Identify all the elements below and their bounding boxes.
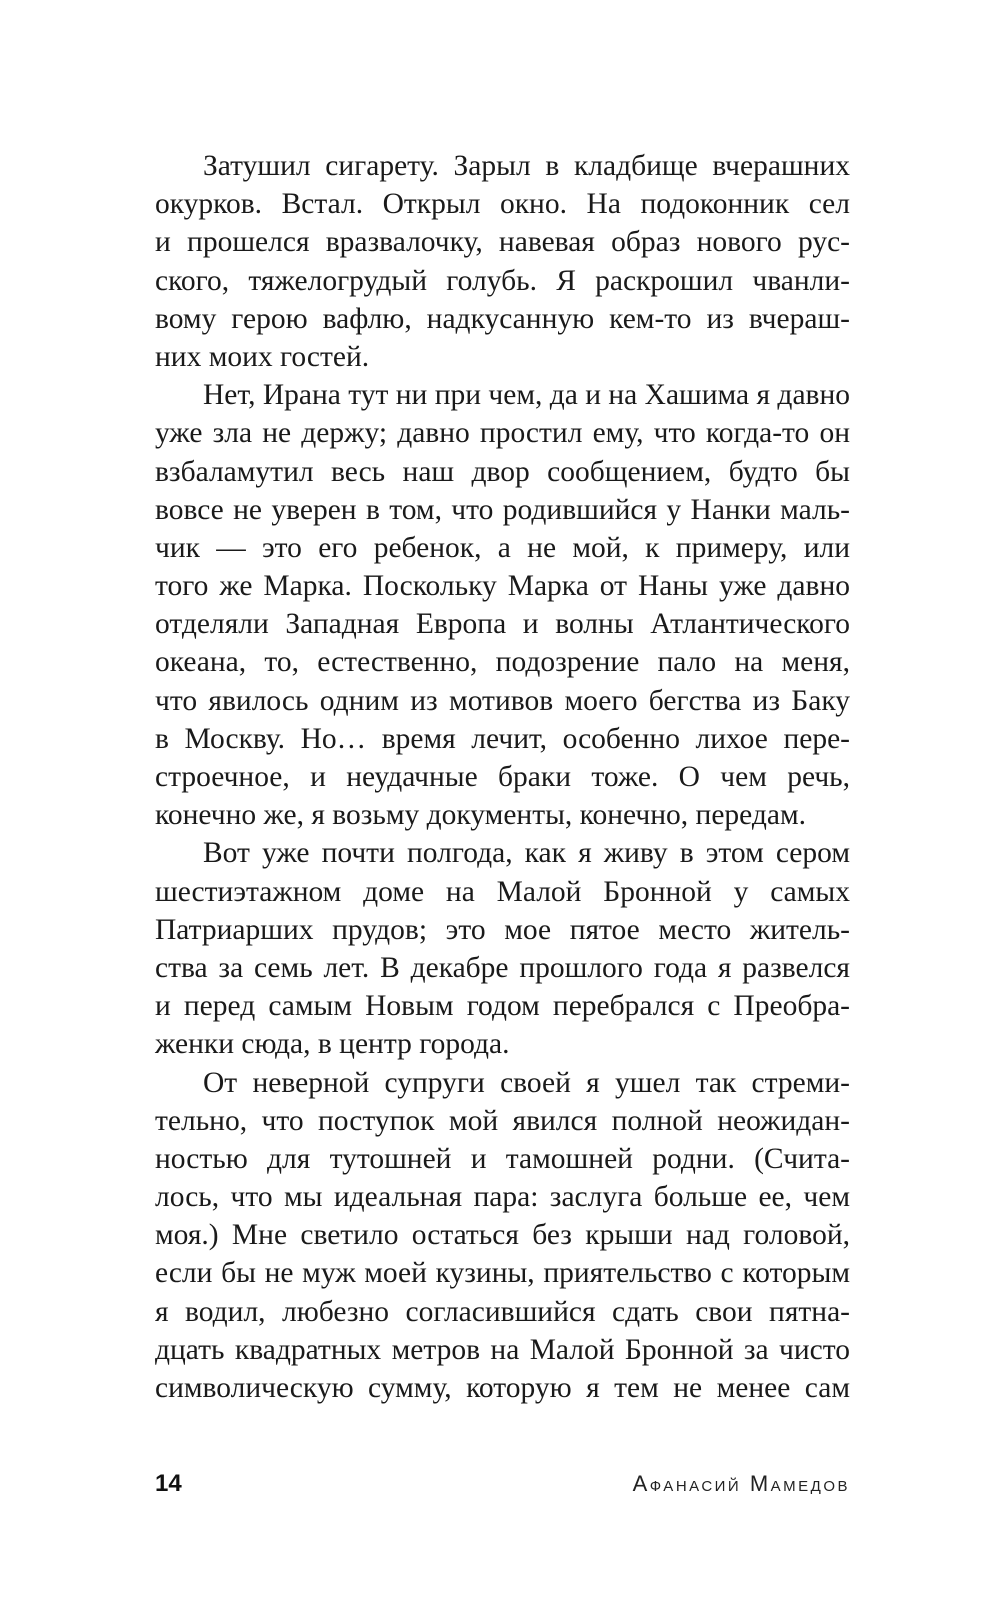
text-line: окурков. Встал. Открыл окно. На подоконник сел <box>155 188 850 221</box>
running-title-author: Афанасий Мамедов <box>632 1471 850 1496</box>
text-line: тельно, что поступок мой явился полной неожидан- <box>155 1104 850 1137</box>
text-line: От неверной супруги своей я ушел так стреми- <box>203 1066 850 1099</box>
text-line: и прошелся вразвалочку, навевая образ нового рус- <box>155 226 850 259</box>
text-line: строечное, и неудачные браки тоже. О чем речь, <box>155 761 850 793</box>
text-line: дцать квадратных метров на Малой Бронной за чисто <box>155 1333 850 1366</box>
page-footer <box>155 1466 850 1502</box>
page-number: 14 <box>155 1470 182 1497</box>
text-line: уже зла не держу; давно простил ему, что когда-то он <box>155 417 850 450</box>
text-line: женки сюда, в центр города. <box>155 1028 510 1061</box>
text-line: в Москву. Но… время лечит, особенно лихое пере- <box>155 722 850 755</box>
text-line: отделяли Западная Европа и волны Атлантического <box>155 608 850 641</box>
text-line: вому герою вафлю, надкусанную кем-то из вчераш- <box>155 302 850 335</box>
text-line: них моих гостей. <box>155 340 370 373</box>
text-line: конечно же, я возьму документы, конечно, передам. <box>155 799 807 832</box>
text-line: я водил, любезно согласившийся сдать свои пятна- <box>155 1295 850 1328</box>
text-line: и перед самым Новым годом перебрался с Преобра- <box>155 990 850 1023</box>
text-line: Затушил сигарету. Зарыл в кладбище вчерашних <box>203 150 850 182</box>
text-line: символическую сумму, которую я тем не менее сам <box>155 1372 850 1404</box>
text-line: если бы не муж моей кузины, приятельство с которым <box>155 1257 850 1290</box>
text-line: того же Марка. Поскольку Марка от Наны уже давно <box>155 570 850 603</box>
text-line: ства за семь лет. В декабре прошлого года я развелся <box>155 951 850 984</box>
text-line: Патриарших прудов; это мое пятое место житель- <box>155 913 850 946</box>
text-line: вовсе не уверен в том, что родившийся у Нанки маль- <box>155 493 850 526</box>
text-line: чик — это его ребенок, а не мой, к примеру, или <box>155 531 850 564</box>
text-line: ностью для тутошней и тамошней родни. (Счита- <box>155 1142 850 1175</box>
body-text <box>155 147 850 1407</box>
text-line: лось, что мы идеальная пара: заслуга больше ее, чем <box>155 1181 850 1214</box>
text-line: моя.) Мне светило остаться без крыши над головой, <box>155 1219 850 1252</box>
text-line: взбаламутил весь наш двор сообщением, будто бы <box>155 455 850 488</box>
text-line: Вот уже почти полгода, как я живу в этом сером <box>203 837 850 870</box>
text-line: что явилось одним из мотивов моего бегства из Баку <box>155 684 850 717</box>
text-line: ского, тяжелогрудый голубь. Я раскрошил чванли- <box>155 264 850 297</box>
text-line: океана, то, естественно, подозрение пало на меня, <box>155 646 850 679</box>
text-line: шестиэтажном доме на Малой Бронной у самых <box>155 875 850 908</box>
text-line: Нет, Ирана тут ни при чем, да и на Хашима я давно <box>203 379 850 412</box>
